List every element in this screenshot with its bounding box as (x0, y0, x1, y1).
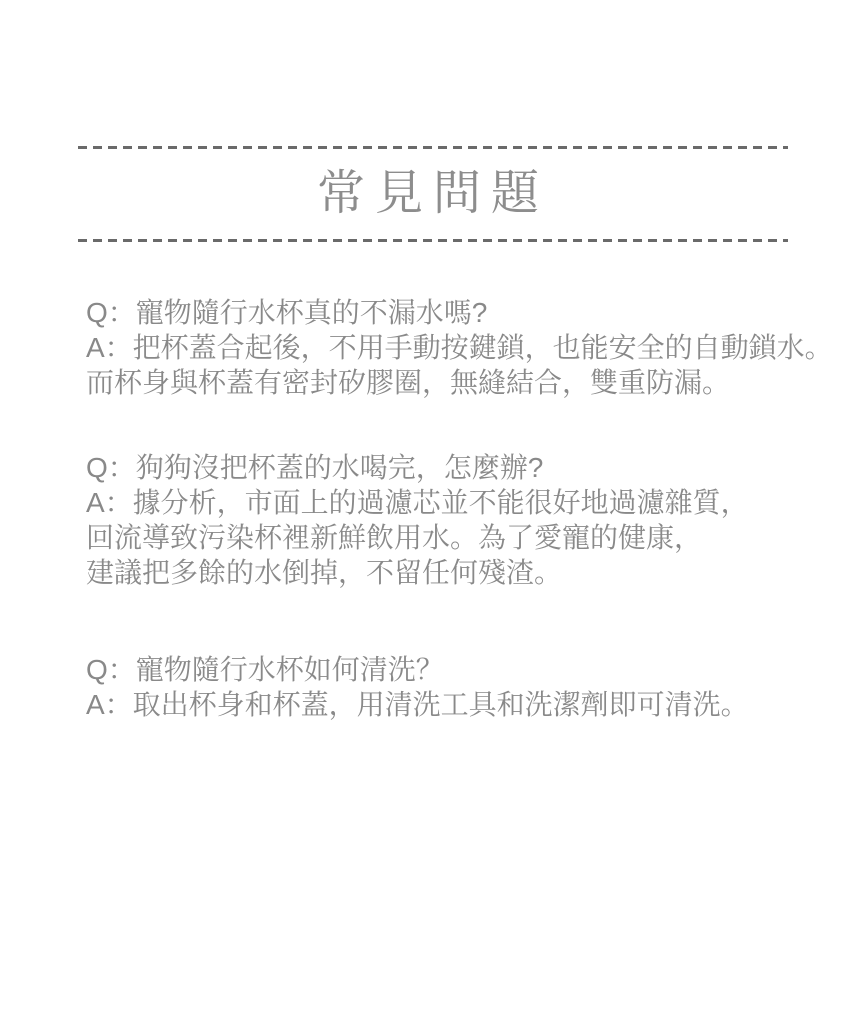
faq-header (78, 146, 788, 242)
faq-page (0, 146, 868, 1014)
faq-question-line: Q：狗狗沒把杯蓋的水喝完，怎麼辦? (86, 452, 544, 483)
page-title: 常見問題 (316, 167, 549, 220)
bottom-dashed-divider (78, 239, 788, 242)
faq-answer-line: A：把杯蓋合起後，不用手動按鍵鎖，也能安全的自動鎖水。 (86, 332, 833, 363)
faq-answer-line: A：取出杯身和杯蓋，用清洗工具和洗潔劑即可清洗。 (86, 689, 749, 720)
faq-section (86, 295, 833, 722)
faq-answer-line: 而杯身與杯蓋有密封矽膠圈，無縫結合，雙重防漏。 (86, 367, 731, 398)
faq-item-leftover-water (86, 450, 823, 590)
faq-answer-line: 建議把多餘的水倒掉，不留任何殘渣。 (86, 557, 563, 588)
faq-question-line: Q：寵物隨行水杯真的不漏水嗎? (86, 297, 488, 328)
faq-answer-line: 回流導致污染杯裡新鮮飲用水。為了愛寵的健康， (86, 522, 703, 553)
faq-answer-line: A：據分析，市面上的過濾芯並不能很好地過濾雜質， (86, 487, 749, 518)
faq-question-line: Q：寵物隨行水杯如何清洗？ (86, 654, 444, 685)
faq-item-leakproof (86, 295, 833, 400)
faq-item-cleaning (86, 652, 823, 722)
